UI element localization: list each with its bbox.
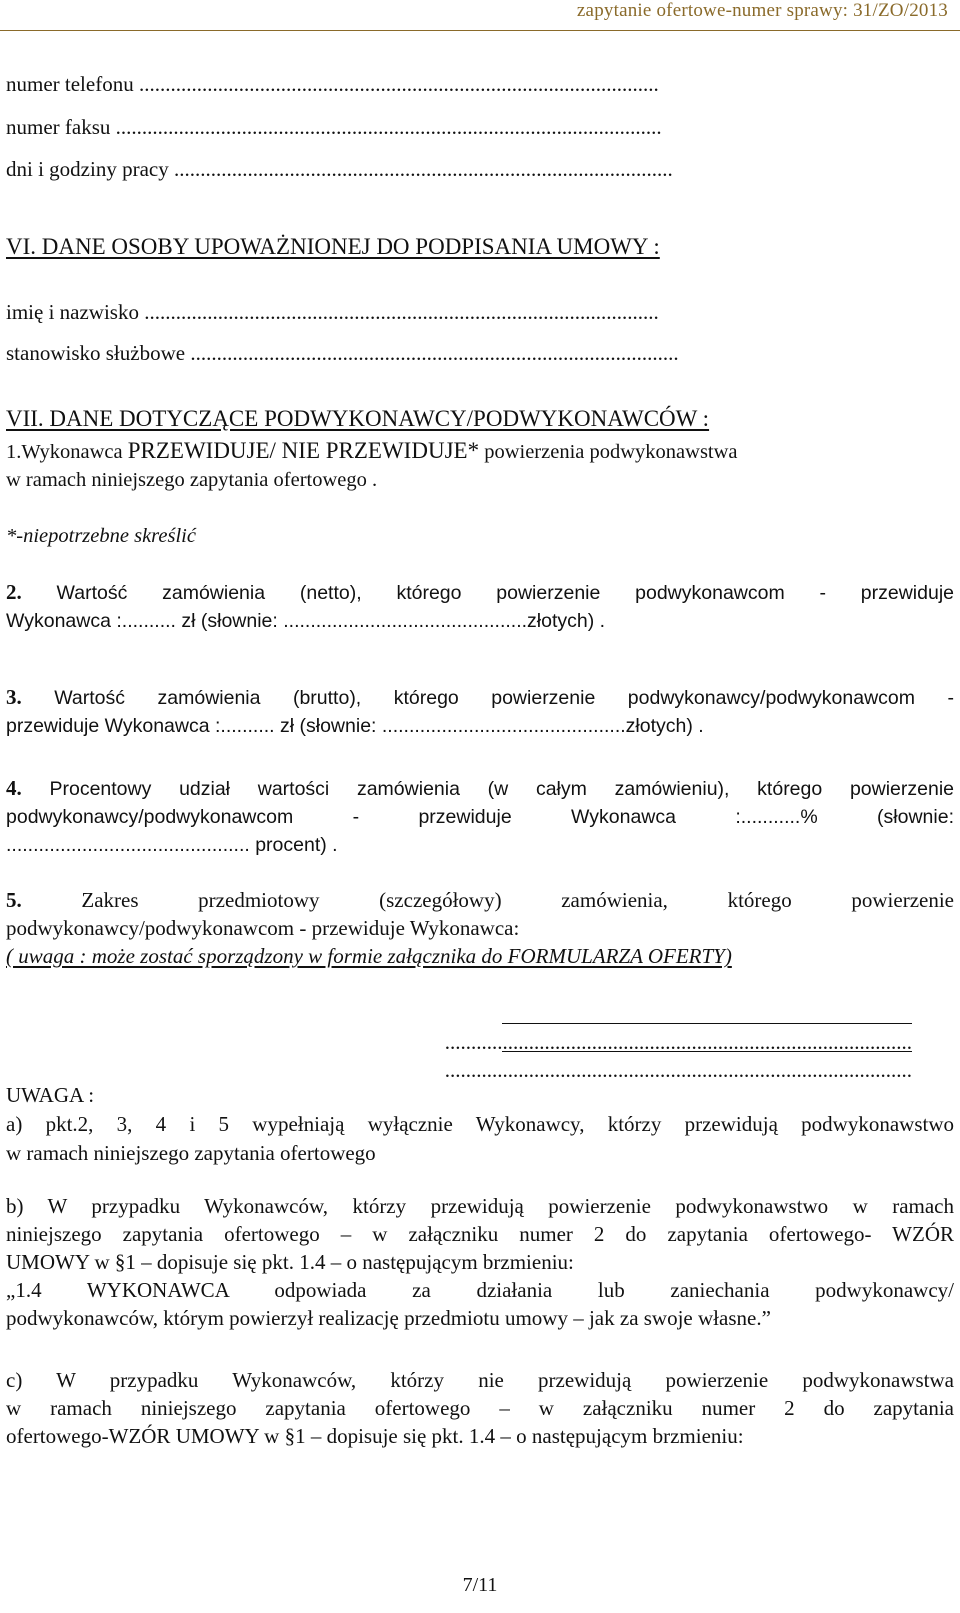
uwaga-b-line-1: b) W przypadku Wykonawców, którzy przewidują powierzenie podwykonawstwo w ramach <box>6 1194 954 1218</box>
uwaga-c-line-1: c) W przypadku Wykonawców, którzy nie przewidują powierzenie podwykonawstwa <box>6 1368 954 1392</box>
point-3-line-1 <box>6 683 954 713</box>
page-number: 7/11 <box>462 1574 498 1596</box>
point-5-text: Zakres przedmiotowy (szczegółowy) zamówienia, którego powierzenie <box>21 888 954 912</box>
uwaga-b-line-2: niniejszego zapytania ofertowego – w załączniku numer 2 do zapytania ofertowego- WZÓR <box>6 1222 954 1246</box>
authorized-name: imię i nazwisko .................................................................................................. <box>6 300 659 324</box>
point-4-line-1 <box>6 774 954 804</box>
fill-line-1-dots: ......................................................................................... <box>444 1030 912 1054</box>
point-4-line-2: podwykonawcy/podwykonawcom - przewiduje Wykonawca :...........% (słownie: <box>6 806 954 828</box>
point-3-number: 3. <box>6 685 22 709</box>
section-7-heading: VII. DANE DOTYCZĄCE PODWYKONAWCY/PODWYKONAWCÓW : <box>6 406 710 431</box>
point-3-line-2: przewiduje Wykonawca :.......... zł (słownie: .............................................złotych) . <box>6 715 704 737</box>
point-1-choice: PRZEWIDUJE/ NIE PRZEWIDUJE* <box>127 438 480 463</box>
fill-line-2-dots: ......................................................................................... <box>444 1058 912 1082</box>
uwaga-a-line-2: w ramach niniejszego zapytania ofertowego <box>6 1141 376 1165</box>
point-1-prefix: 1.Wykonawca <box>6 441 128 463</box>
uwaga-b-line-4: „1.4 WYKONAWCA odpowiada za działania lub zaniechania podwykonawcy/ <box>6 1278 954 1302</box>
point-4-line-3: ............................................. procent) . <box>6 834 338 856</box>
uwaga-a-line-1: a) pkt.2, 3, 4 i 5 wypełniają wyłącznie Wykonawcy, którzy przewidują podwykonawstwo <box>6 1112 954 1136</box>
uwaga-c-line-2: w ramach niniejszego zapytania ofertowego – w załączniku numer 2 do zapytania <box>6 1396 954 1420</box>
strike-note: *-niepotrzebne skreślić <box>6 525 196 547</box>
fill-line-2-gap <box>502 1031 912 1052</box>
uwaga-b-line-5: podwykonawców, którym powierzył realizację przedmiotu umowy – jak za swoje własne.” <box>6 1306 771 1330</box>
fill-line-2 <box>46 1031 912 1083</box>
point-2-line-2: Wykonawca :.......... zł (słownie: .............................................złotych) . <box>6 610 606 632</box>
contact-hours: dni i godziny pracy ............................................................................................... <box>6 157 673 181</box>
point-4-text: Procentowy udział wartości zamówienia (w całym zamówieniu), którego powierzenie <box>21 778 954 800</box>
uwaga-b-line-3: UMOWY w §1 – dopisuje się pkt. 1.4 – o następującym brzmieniu: <box>6 1250 574 1274</box>
point-5-note: ( uwaga : może zostać sporządzony w formie załącznika do FORMULARZA OFERTY) <box>6 944 732 968</box>
point-1-suffix: powierzenia podwykonawstwa <box>479 441 738 463</box>
header-rule <box>0 30 960 31</box>
page-header: zapytanie ofertowe-numer sprawy: 31/ZO/2013 <box>576 0 948 21</box>
point-1 <box>6 436 954 467</box>
point-2-text: Wartość zamówienia (netto), którego powierzenie podwykonawcom - przewiduje <box>21 582 954 604</box>
point-4-number: 4. <box>6 776 22 800</box>
point-5-line-1 <box>6 886 954 915</box>
section-6-heading: VI. DANE OSOBY UPOWAŻNIONEJ DO PODPISANIA UMOWY : <box>6 234 660 259</box>
point-1-line-2: w ramach niniejszego zapytania ofertowego . <box>6 469 378 491</box>
point-3-text: Wartość zamówienia (brutto), którego powierzenie podwykonawcy/podwykonawcom - <box>21 687 954 709</box>
uwaga-heading: UWAGA : <box>6 1083 95 1107</box>
point-5-number: 5. <box>6 888 22 912</box>
point-2-line-1 <box>6 578 954 608</box>
contact-fax: numer faksu ........................................................................................................ <box>6 115 662 139</box>
authorized-position: stanowisko służbowe ............................................................................................. <box>6 341 679 365</box>
point-2-number: 2. <box>6 580 22 604</box>
fill-line-1-gap <box>502 1003 912 1024</box>
contact-phone: numer telefonu ................................................................................................... <box>6 72 659 96</box>
point-5-line-2: podwykonawcy/podwykonawcom - przewiduje Wykonawca: <box>6 916 520 940</box>
uwaga-c-line-3: ofertowego-WZÓR UMOWY w §1 – dopisuje się pkt. 1.4 – o następującym brzmieniu: <box>6 1424 744 1448</box>
